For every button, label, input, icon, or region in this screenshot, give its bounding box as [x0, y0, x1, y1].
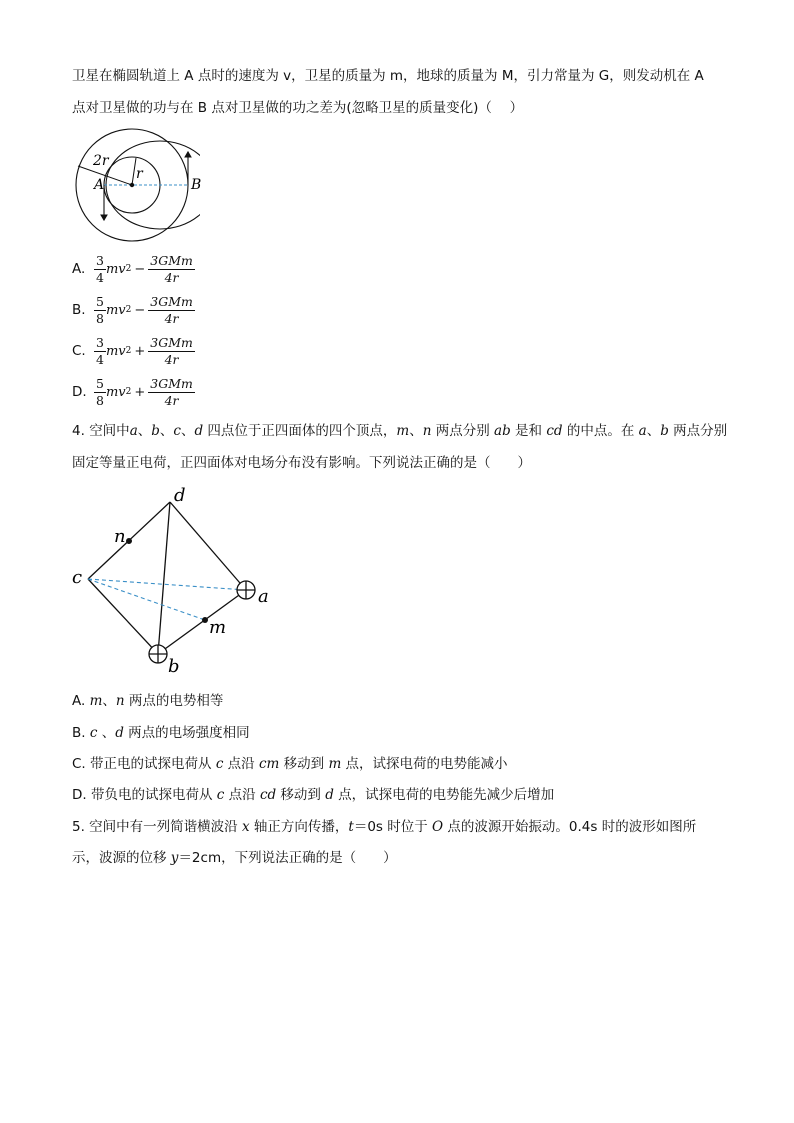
option-expression: $\frac{3}{4}$ mv 2 + $\frac{\text{3GMm}}{4r}$ [96, 334, 193, 367]
label-A: A [94, 177, 105, 193]
q3-text-line-1: 卫星在椭圆轨道上 A 点时的速度为 v，卫星的质量为 m，地球的质量为 M，引力常量为 G，则发动机在 A [72, 68, 704, 84]
option-3d[interactable] [72, 372, 195, 412]
q5-text-line-2: 示，波源的位移 y＝2cm，下列说法正确的是（ ） [72, 850, 397, 866]
option-label: D. [72, 384, 87, 400]
label-r: r [136, 166, 143, 182]
point-m [202, 617, 208, 623]
edge-ca-dashed [88, 579, 246, 590]
label-b: b [168, 656, 180, 677]
option-expression: $\frac{3}{4}$ mv 2 − $\frac{\text{3GMm}}{4r}$ [96, 252, 193, 285]
q4-number: 4. [72, 423, 85, 439]
q4-text-line-1: 4. 空间中a、b、c、d 四点位于正四面体的四个顶点，m、n 两点分别 ab 是和 cd 的中点。在 a、b 两点分别 [72, 423, 728, 439]
label-a: a [258, 586, 269, 607]
option-4a[interactable]: A. m、n 两点的电势相等 [72, 693, 224, 709]
option-expression: $\frac{5}{8}$ mv 2 + $\frac{\text{3GMm}}{4r}$ [96, 375, 193, 408]
label-B: B [191, 177, 202, 193]
point-n [126, 538, 132, 544]
option-4b[interactable]: B. c 、d 两点的电场强度相同 [72, 725, 250, 741]
q4-text-line-2: 固定等量正电荷，正四面体对电场分布没有影响。下列说法正确的是（ ） [72, 455, 531, 471]
charge-a-icon [237, 581, 255, 599]
option-4c[interactable]: C. 带正电的试探电荷从 c 点沿 cm 移动到 m 点，试探电荷的电势能减小 [72, 756, 508, 772]
orbit-diagram [70, 128, 200, 248]
option-3b[interactable] [72, 290, 195, 330]
option-3c[interactable] [72, 331, 195, 371]
option-expression: $\frac{5}{8}$ mv 2 − $\frac{\text{3GMm}}{4r}$ [96, 293, 193, 326]
option-4d[interactable]: D. 带负电的试探电荷从 c 点沿 cd 移动到 d 点，试探电荷的电势能先减少后增加 [72, 787, 555, 803]
label-2r: 2r [93, 153, 109, 169]
option-label: A. [72, 261, 86, 277]
label-c: c [72, 567, 83, 588]
edge-cb [88, 579, 158, 654]
edge-da [170, 502, 246, 590]
charge-b-icon [149, 645, 167, 663]
tetrahedron-diagram [66, 482, 286, 678]
option-3a[interactable] [72, 249, 195, 289]
edge-ab [158, 590, 246, 654]
q3-text-line-2: 点对卫星做的功与在 B 点对卫星做的功之差为(忽略卫星的质量变化)（ ） [72, 100, 524, 116]
option-label: B. [72, 302, 86, 318]
q4-stem-part: 空间中 [89, 423, 130, 439]
option-label: C. [72, 343, 86, 359]
label-m: m [209, 617, 227, 638]
q5-text-line-1: 5. 空间中有一列简谐横波沿 x 轴正方向传播，t＝0s 时位于 O 点的波源开始振动。0.4s 时的波形如图所 [72, 819, 697, 835]
label-n: n [114, 526, 126, 547]
label-d: d [174, 485, 186, 506]
segment-cm-dashed [88, 579, 205, 620]
edge-db [158, 502, 170, 654]
